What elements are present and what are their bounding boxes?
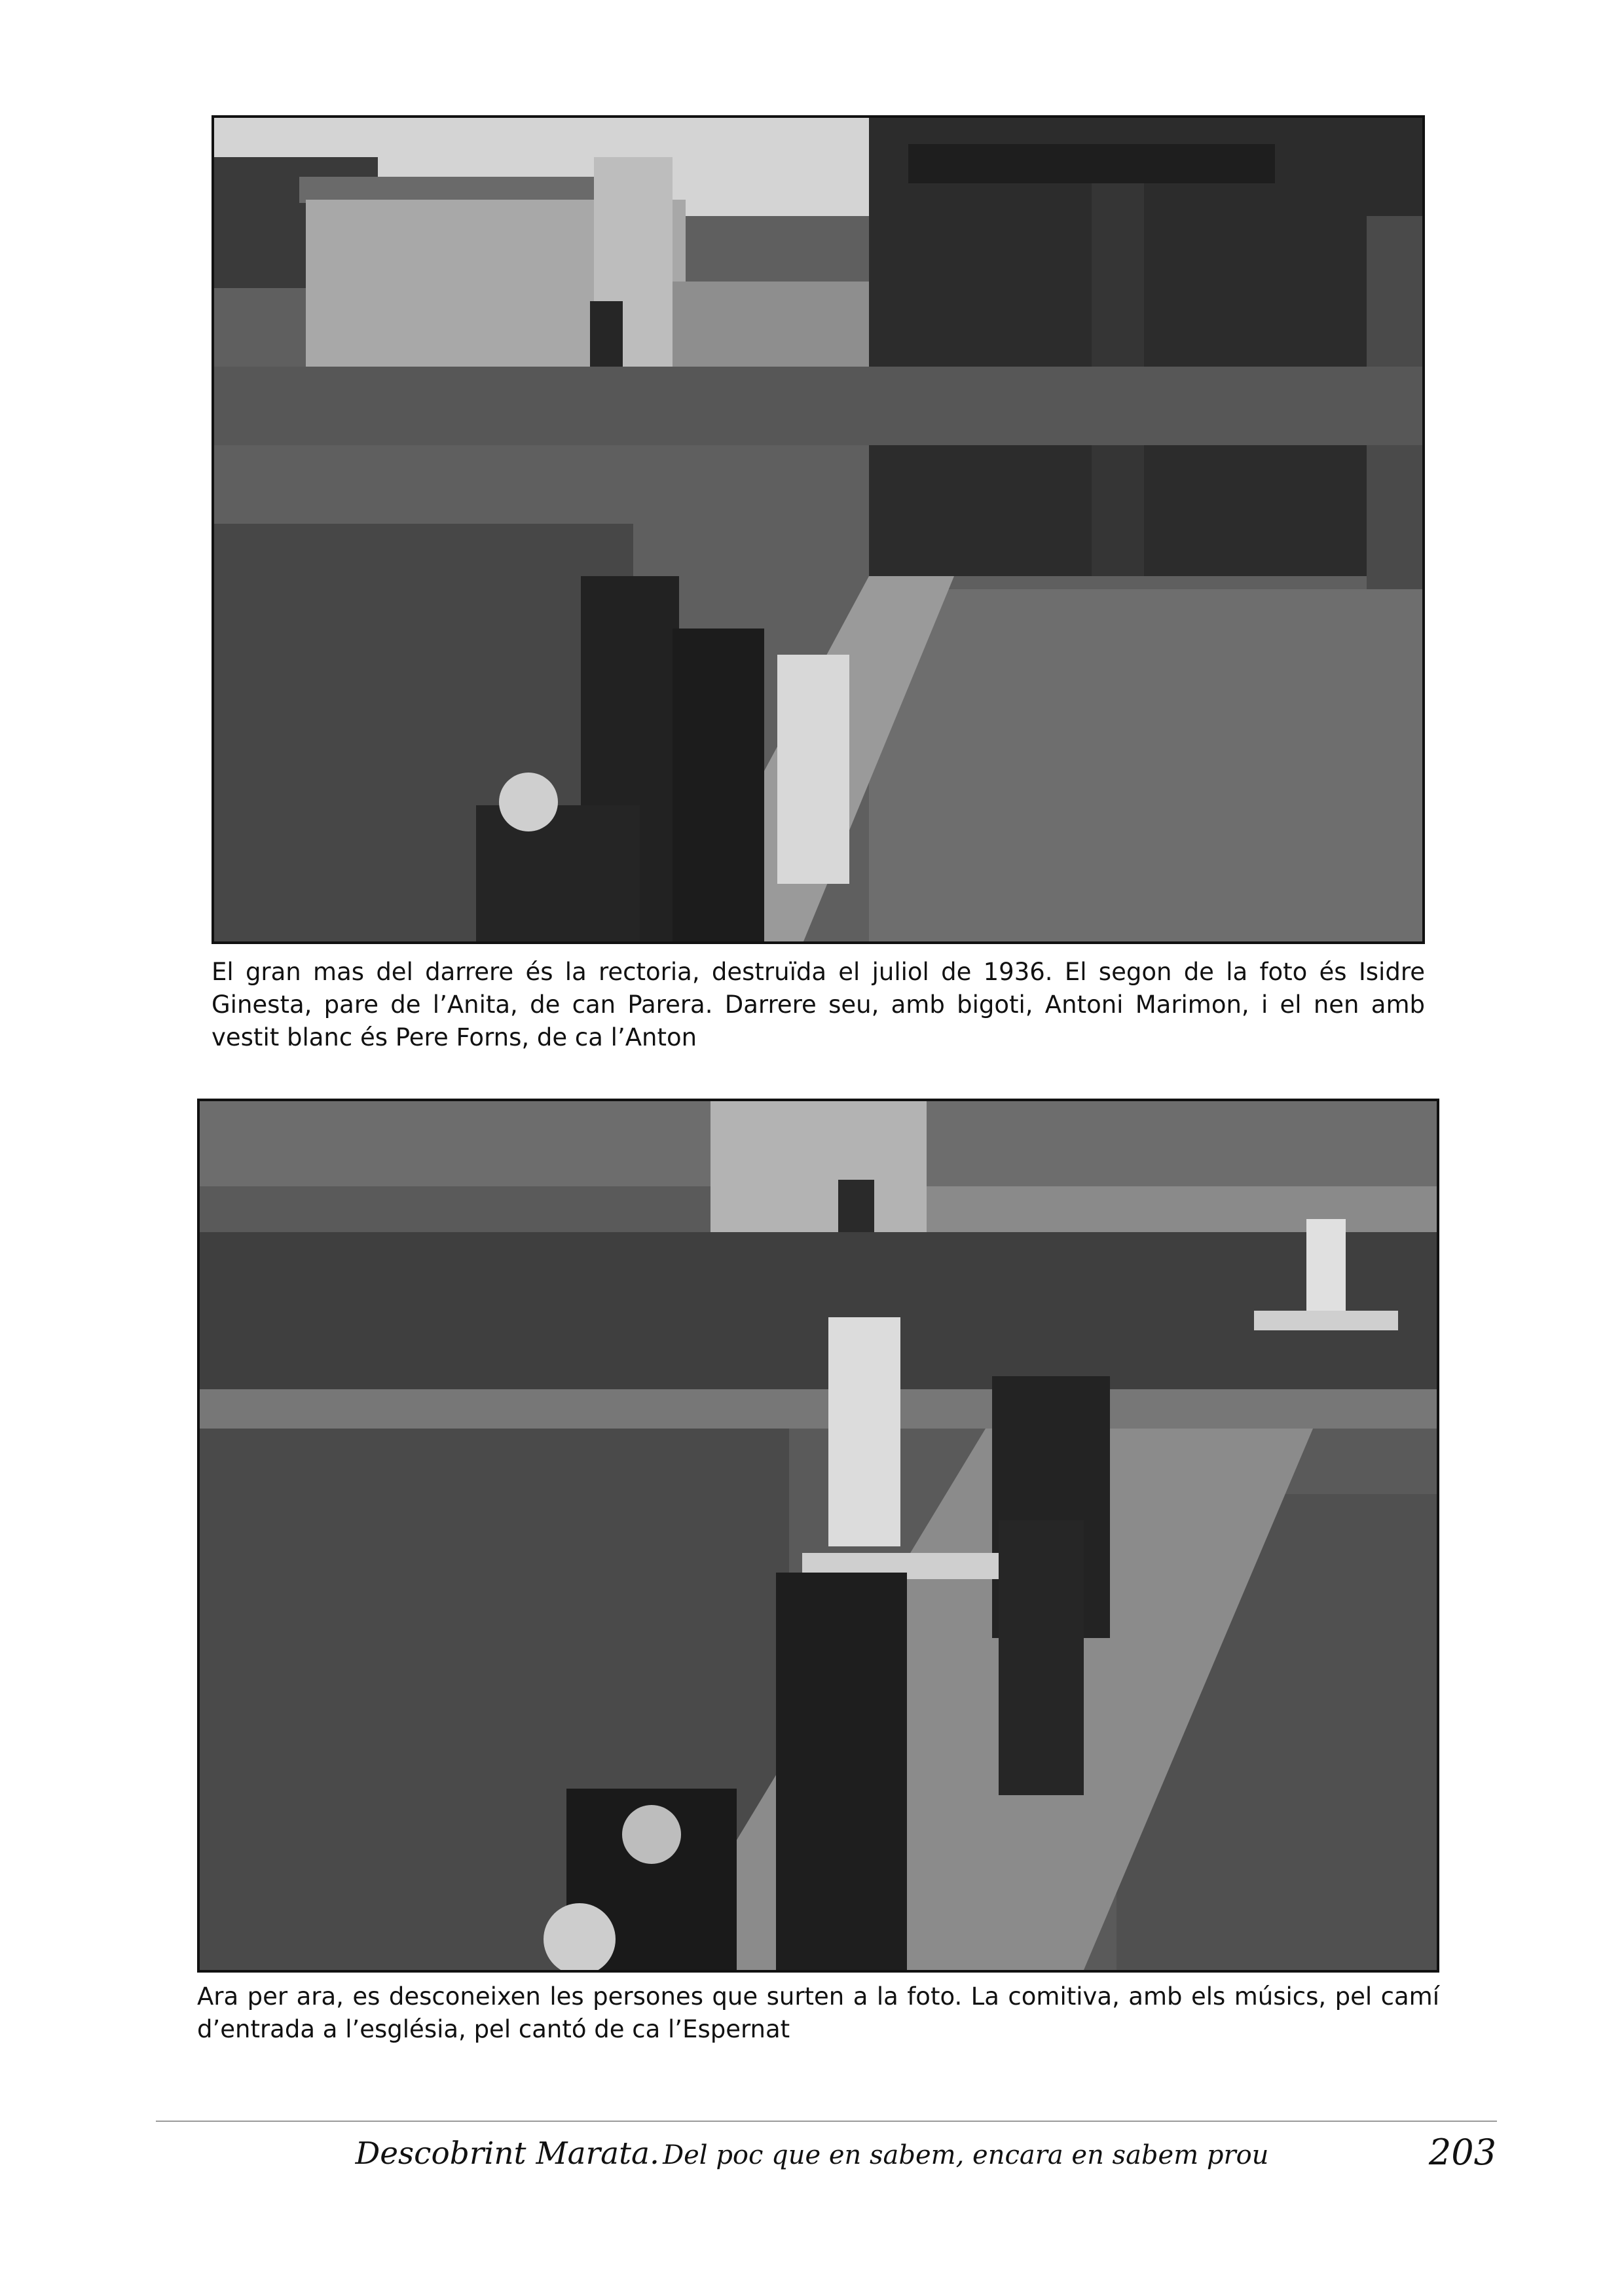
footer-title-subtitle: Del poc que en sabem, encara en sabem prou — [663, 2140, 1269, 2170]
historic-photo-procession-musicians — [197, 1099, 1439, 1973]
page-number: 203 — [1428, 2132, 1496, 2173]
photo-illustration — [200, 1101, 1437, 1970]
photo-caption-2: Ara per ara, es desconeixen les persones que surten a la foto. La comitiva, amb els músics, pel camí d’entrada a l’església, pel cantó de ca l’Espernat — [197, 1982, 1439, 2043]
photo-caption-1: El gran mas del darrere és la rectoria, destruïda el juliol de 1936. El segon de la foto és Isidre Ginesta, pare de l’Anita, de can Parera. Darrere seu, amb bigoti, Antoni Marimon, i el nen amb vestit blanc és Pere Forns, de ca l’Anton — [212, 958, 1425, 1051]
footer-divider — [156, 2121, 1497, 2122]
historic-photo-procession-rectory — [212, 115, 1425, 944]
photo-illustration — [214, 118, 1422, 941]
footer-title-main: Descobrint Marata. — [355, 2136, 659, 2172]
footer-book-title — [0, 2136, 1624, 2172]
